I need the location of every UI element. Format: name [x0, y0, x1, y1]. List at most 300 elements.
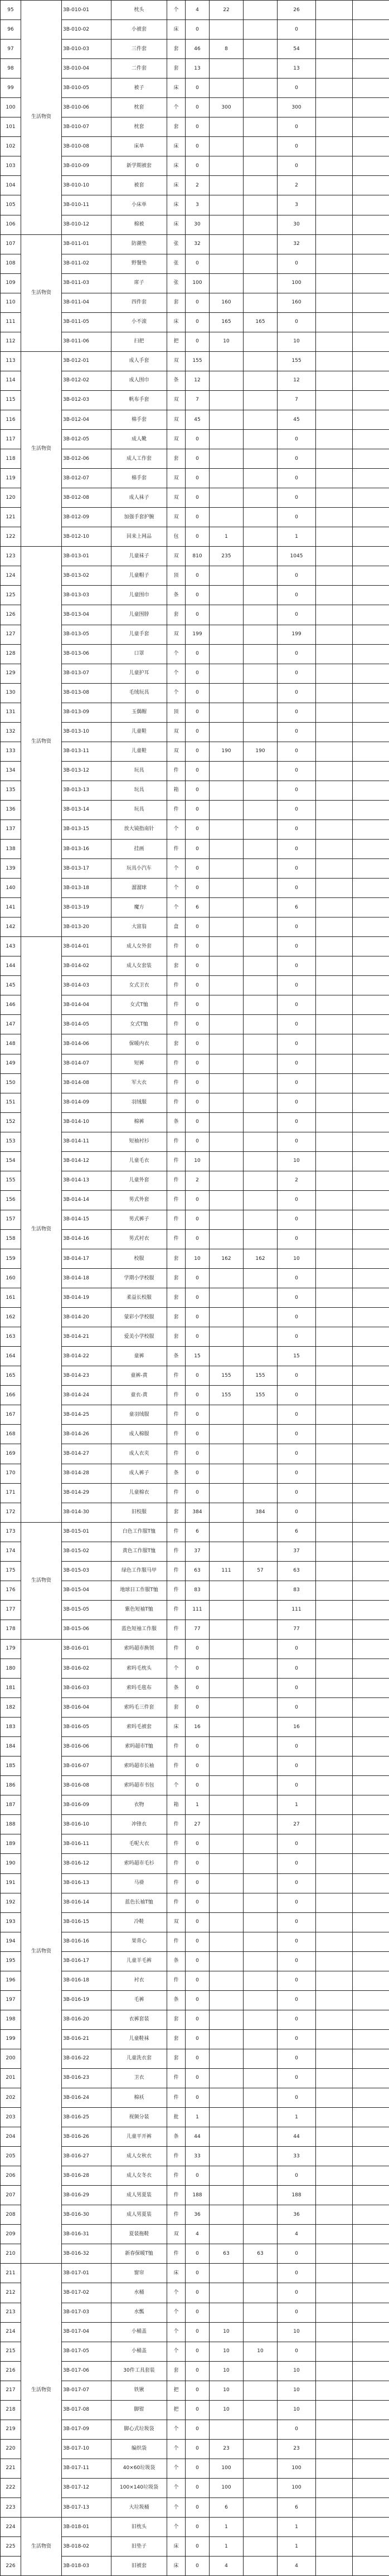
inbound-qty-cell	[210, 956, 244, 976]
outbound-qty-cell	[244, 2518, 278, 2537]
opening-qty-cell: 2	[186, 176, 210, 195]
blank-cell-1	[316, 2147, 353, 2166]
category-cell: 生活物资	[21, 1, 62, 235]
unit-cell: 双	[167, 488, 186, 508]
unit-cell: 条	[167, 1679, 186, 1698]
row-number-cell: 198	[1, 2010, 21, 2029]
outbound-qty-cell	[244, 820, 278, 839]
unit-cell: 件	[167, 1620, 186, 1639]
item-code-cell: 3B-016-11	[62, 1834, 111, 1854]
row-number-cell: 134	[1, 761, 21, 781]
blank-cell-1	[316, 820, 353, 839]
row-number-cell: 135	[1, 781, 21, 800]
item-name-cell: 棉手套	[111, 410, 167, 429]
item-code-cell: 3B-011-05	[62, 312, 111, 332]
balance-qty-cell: 0	[278, 664, 316, 683]
outbound-qty-cell	[244, 1288, 278, 1308]
row-number-cell: 208	[1, 2205, 21, 2225]
opening-qty-cell: 0	[186, 566, 210, 586]
inbound-qty-cell: 10	[210, 332, 244, 351]
outbound-qty-cell	[244, 215, 278, 234]
inbound-qty-cell	[210, 1015, 244, 1034]
outbound-qty-cell	[244, 20, 278, 40]
outbound-qty-cell	[244, 859, 278, 879]
row-number-cell: 114	[1, 371, 21, 390]
balance-qty-cell: 155	[278, 351, 316, 371]
blank-cell-1	[316, 137, 353, 156]
blank-cell-2	[353, 527, 389, 547]
unit-cell: 件	[167, 1425, 186, 1444]
outbound-qty-cell: 10	[244, 2342, 278, 2361]
blank-cell-2	[353, 1464, 389, 1483]
blank-cell-2	[353, 2283, 389, 2303]
outbound-qty-cell	[244, 2108, 278, 2127]
blank-cell-2	[353, 312, 389, 332]
item-code-cell: 3B-010-04	[62, 59, 111, 78]
outbound-qty-cell	[244, 1581, 278, 1600]
unit-cell: 把	[167, 332, 186, 351]
item-code-cell: 3B-011-01	[62, 234, 111, 254]
blank-cell-2	[353, 2166, 389, 2186]
outbound-qty-cell	[244, 2205, 278, 2225]
outbound-qty-cell	[244, 1229, 278, 1249]
item-code-cell: 3B-016-02	[62, 1659, 111, 1678]
item-name-cell: 脚钳	[111, 2400, 167, 2420]
inbound-qty-cell	[210, 820, 244, 839]
opening-qty-cell: 0	[186, 1054, 210, 1073]
item-code-cell: 3B-017-09	[62, 2420, 111, 2439]
blank-cell-2	[353, 840, 389, 859]
outbound-qty-cell: 162	[244, 1249, 278, 1269]
balance-qty-cell: 0	[278, 449, 316, 469]
row-number-cell: 95	[1, 1, 21, 20]
item-name-cell: 玩具	[111, 781, 167, 800]
item-code-cell: 3B-018-01	[62, 2518, 111, 2537]
unit-cell: 个	[167, 2420, 186, 2439]
row-number-cell: 201	[1, 2068, 21, 2088]
row-number-cell: 225	[1, 2537, 21, 2557]
row-number-cell: 128	[1, 644, 21, 664]
item-name-cell: 女式T恤	[111, 1015, 167, 1034]
balance-qty-cell: 7	[278, 390, 316, 410]
inbound-qty-cell: 100	[210, 2459, 244, 2478]
blank-cell-1	[316, 312, 353, 332]
blank-cell-1	[316, 2322, 353, 2342]
blank-cell-1	[316, 1737, 353, 1756]
item-name-cell: 棉袄	[111, 2088, 167, 2108]
item-name-cell: 窗帘	[111, 2264, 167, 2283]
item-name-cell: 四件套	[111, 293, 167, 312]
blank-cell-2	[353, 430, 389, 449]
inbound-qty-cell	[210, 176, 244, 195]
item-name-cell: 男式外套	[111, 1190, 167, 1210]
item-code-cell: 3B-014-14	[62, 1190, 111, 1210]
unit-cell: 套	[167, 40, 186, 59]
blank-cell-2	[353, 1308, 389, 1327]
balance-qty-cell: 0	[278, 1288, 316, 1308]
inbound-qty-cell	[210, 1151, 244, 1171]
unit-cell: 条	[167, 1951, 186, 1971]
balance-qty-cell: 4	[278, 2557, 316, 2576]
blank-cell-1	[316, 2439, 353, 2459]
outbound-qty-cell	[244, 840, 278, 859]
unit-cell: 套	[167, 605, 186, 625]
blank-cell-2	[353, 1386, 389, 1405]
item-code-cell: 3B-016-23	[62, 2068, 111, 2088]
blank-cell-1	[316, 605, 353, 625]
unit-cell: 条	[167, 371, 186, 390]
item-name-cell: 防潮垫	[111, 234, 167, 254]
item-code-cell: 3B-013-02	[62, 566, 111, 586]
opening-qty-cell: 0	[186, 2498, 210, 2518]
item-name-cell: 儿童洗衣套	[111, 2049, 167, 2068]
item-code-cell: 3B-016-28	[62, 2166, 111, 2186]
blank-cell-1	[316, 644, 353, 664]
balance-qty-cell: 0	[278, 1093, 316, 1112]
outbound-qty-cell	[244, 2537, 278, 2557]
blank-cell-2	[353, 2459, 389, 2478]
opening-qty-cell: 0	[186, 1093, 210, 1112]
outbound-qty-cell	[244, 1971, 278, 1990]
unit-cell: 个	[167, 1659, 186, 1678]
unit-cell: 床	[167, 20, 186, 40]
item-code-cell: 3B-010-01	[62, 1, 111, 20]
row-number-cell: 189	[1, 1834, 21, 1854]
item-name-cell: 床单	[111, 137, 167, 156]
row-number-cell: 141	[1, 898, 21, 917]
row-number-cell: 127	[1, 625, 21, 644]
inbound-qty-cell: 165	[210, 312, 244, 332]
inbound-qty-cell	[210, 1718, 244, 1737]
unit-cell: 包	[167, 527, 186, 547]
unit-cell: 条	[167, 1990, 186, 2010]
opening-qty-cell: 0	[186, 1854, 210, 1873]
balance-qty-cell: 10	[278, 332, 316, 351]
opening-qty-cell: 45	[186, 410, 210, 429]
opening-qty-cell: 44	[186, 2127, 210, 2147]
outbound-qty-cell	[244, 586, 278, 605]
inbound-qty-cell	[210, 566, 244, 586]
item-code-cell: 3B-013-01	[62, 547, 111, 566]
row-number-cell: 220	[1, 2439, 21, 2459]
inbound-qty-cell	[210, 1405, 244, 1425]
inbound-qty-cell	[210, 1834, 244, 1854]
blank-cell-2	[353, 449, 389, 469]
row-number-cell: 120	[1, 488, 21, 508]
item-name-cell: 脚心式垃圾袋	[111, 2420, 167, 2439]
inbound-qty-cell	[210, 917, 244, 937]
item-name-cell: 儿童围脖	[111, 605, 167, 625]
blank-cell-1	[316, 781, 353, 800]
item-name-cell: 大垃圾桶	[111, 2498, 167, 2518]
row-number-cell: 181	[1, 1679, 21, 1698]
unit-cell: 件	[167, 2068, 186, 2088]
row-number-cell: 224	[1, 2518, 21, 2537]
blank-cell-1	[316, 215, 353, 234]
inbound-qty-cell: 160	[210, 293, 244, 312]
item-code-cell: 3B-014-28	[62, 1464, 111, 1483]
unit-cell: 件	[167, 995, 186, 1015]
unit-cell: 床	[167, 2264, 186, 2283]
unit-cell: 张	[167, 234, 186, 254]
blank-cell-2	[353, 859, 389, 879]
outbound-qty-cell	[244, 664, 278, 683]
inbound-qty-cell	[210, 117, 244, 137]
balance-qty-cell: 0	[278, 1639, 316, 1659]
item-name-cell: 毛呢大衣	[111, 1834, 167, 1854]
outbound-qty-cell: 190	[244, 742, 278, 761]
balance-qty-cell: 0	[278, 2283, 316, 2303]
opening-qty-cell: 0	[186, 430, 210, 449]
row-number-cell: 205	[1, 2147, 21, 2166]
item-code-cell: 3B-010-10	[62, 176, 111, 195]
item-code-cell: 3B-013-09	[62, 703, 111, 722]
opening-qty-cell: 6	[186, 898, 210, 917]
outbound-qty-cell	[244, 2381, 278, 2400]
row-number-cell: 104	[1, 176, 21, 195]
blank-cell-2	[353, 820, 389, 839]
item-name-cell: 成人靴	[111, 430, 167, 449]
blank-cell-2	[353, 176, 389, 195]
opening-qty-cell: 0	[186, 1679, 210, 1698]
opening-qty-cell: 0	[186, 2420, 210, 2439]
balance-qty-cell: 0	[278, 840, 316, 859]
blank-cell-1	[316, 859, 353, 879]
item-code-cell: 3B-014-13	[62, 1171, 111, 1190]
opening-qty-cell: 0	[186, 840, 210, 859]
item-name-cell: 30件工具套装	[111, 2361, 167, 2381]
balance-qty-cell: 0	[278, 2010, 316, 2029]
blank-cell-2	[353, 1581, 389, 1600]
opening-qty-cell: 0	[186, 2459, 210, 2478]
row-number-cell: 144	[1, 956, 21, 976]
item-name-cell: 索吗超市书包	[111, 1776, 167, 1795]
item-name-cell: 儿童围巾	[111, 586, 167, 605]
opening-qty-cell: 0	[186, 781, 210, 800]
blank-cell-2	[353, 1034, 389, 1054]
category-cell: 生活物资	[21, 2264, 62, 2518]
inbound-qty-cell	[210, 1327, 244, 1347]
item-name-cell: 军大衣	[111, 1073, 167, 1093]
blank-cell-1	[316, 469, 353, 488]
blank-cell-1	[316, 566, 353, 586]
opening-qty-cell: 0	[186, 2088, 210, 2108]
balance-qty-cell: 0	[278, 781, 316, 800]
row-number-cell: 204	[1, 2127, 21, 2147]
blank-cell-2	[353, 371, 389, 390]
item-code-cell: 3B-016-12	[62, 1854, 111, 1873]
outbound-qty-cell	[244, 1873, 278, 1893]
outbound-qty-cell	[244, 117, 278, 137]
inbound-qty-cell	[210, 703, 244, 722]
row-number-cell: 113	[1, 351, 21, 371]
outbound-qty-cell	[244, 1620, 278, 1639]
inbound-qty-cell	[210, 976, 244, 995]
inbound-qty-cell	[210, 1951, 244, 1971]
row-number-cell: 215	[1, 2342, 21, 2361]
outbound-qty-cell	[244, 898, 278, 917]
item-code-cell: 3B-015-05	[62, 1600, 111, 1620]
unit-cell: 顶	[167, 566, 186, 586]
row-number-cell: 133	[1, 742, 21, 761]
blank-cell-2	[353, 1718, 389, 1737]
blank-cell-1	[316, 683, 353, 703]
row-number-cell: 148	[1, 1034, 21, 1054]
balance-qty-cell: 2	[278, 176, 316, 195]
unit-cell: 条	[167, 1112, 186, 1132]
balance-qty-cell: 0	[278, 1737, 316, 1756]
item-code-cell: 3B-013-03	[62, 586, 111, 605]
item-code-cell: 3B-016-05	[62, 1718, 111, 1737]
blank-cell-1	[316, 449, 353, 469]
opening-qty-cell: 0	[186, 469, 210, 488]
blank-cell-2	[353, 1249, 389, 1269]
outbound-qty-cell	[244, 1132, 278, 1151]
blank-cell-1	[316, 78, 353, 98]
row-number-cell: 193	[1, 1912, 21, 1932]
outbound-qty-cell	[244, 1112, 278, 1132]
balance-qty-cell: 1	[278, 1795, 316, 1815]
item-code-cell: 3B-014-02	[62, 956, 111, 976]
row-number-cell: 167	[1, 1405, 21, 1425]
table-row	[1, 2518, 389, 2537]
outbound-qty-cell	[244, 1912, 278, 1932]
item-name-cell: 成人手套	[111, 351, 167, 371]
opening-qty-cell: 0	[186, 644, 210, 664]
unit-cell: 件	[167, 1386, 186, 1405]
row-number-cell: 177	[1, 1600, 21, 1620]
balance-qty-cell: 100	[278, 2459, 316, 2478]
row-number-cell: 102	[1, 137, 21, 156]
blank-cell-1	[316, 1210, 353, 1229]
outbound-qty-cell	[244, 644, 278, 664]
blank-cell-1	[316, 1288, 353, 1308]
opening-qty-cell: 100	[186, 273, 210, 293]
opening-qty-cell: 0	[186, 1912, 210, 1932]
outbound-qty-cell	[244, 1269, 278, 1288]
item-name-cell: 儿童鞋	[111, 722, 167, 742]
item-name-cell: 水桶	[111, 2283, 167, 2303]
balance-qty-cell: 0	[278, 1444, 316, 1464]
unit-cell: 件	[167, 1600, 186, 1620]
row-number-cell: 160	[1, 1269, 21, 1288]
item-code-cell: 3B-014-27	[62, 1444, 111, 1464]
unit-cell: 套	[167, 2010, 186, 2029]
balance-qty-cell: 0	[278, 2068, 316, 2088]
inbound-qty-cell	[210, 1756, 244, 1776]
blank-cell-1	[316, 1366, 353, 1386]
blank-cell-1	[316, 1405, 353, 1425]
blank-cell-2	[353, 1561, 389, 1581]
unit-cell: 件	[167, 1093, 186, 1112]
row-number-cell: 153	[1, 1132, 21, 1151]
inbound-qty-cell: 10	[210, 2322, 244, 2342]
item-code-cell: 3B-014-17	[62, 1249, 111, 1269]
unit-cell: 套	[167, 117, 186, 137]
item-name-cell: 索吗毛枕头	[111, 1659, 167, 1678]
inbound-qty-cell: 6	[210, 2498, 244, 2518]
blank-cell-2	[353, 1190, 389, 1210]
item-code-cell: 3B-013-12	[62, 761, 111, 781]
row-number-cell: 179	[1, 1639, 21, 1659]
blank-cell-2	[353, 937, 389, 956]
opening-qty-cell: 0	[186, 1229, 210, 1249]
balance-qty-cell: 10	[278, 2322, 316, 2342]
blank-cell-1	[316, 2498, 353, 2518]
row-number-cell: 129	[1, 664, 21, 683]
outbound-qty-cell	[244, 956, 278, 976]
item-code-cell: 3B-016-13	[62, 1873, 111, 1893]
blank-cell-2	[353, 508, 389, 527]
item-name-cell: 索吗超市长袖	[111, 1756, 167, 1776]
row-number-cell: 96	[1, 20, 21, 40]
balance-qty-cell: 0	[278, 2029, 316, 2049]
outbound-qty-cell	[244, 1679, 278, 1698]
item-code-cell: 3B-018-02	[62, 2537, 111, 2557]
item-code-cell: 3B-016-03	[62, 1679, 111, 1698]
blank-cell-1	[316, 2127, 353, 2147]
balance-qty-cell: 10	[278, 2361, 316, 2381]
item-code-cell: 3B-010-03	[62, 40, 111, 59]
inbound-qty-cell	[210, 1854, 244, 1873]
row-number-cell: 206	[1, 2166, 21, 2186]
item-code-cell: 3B-013-14	[62, 800, 111, 820]
inbound-qty-cell	[210, 1483, 244, 1503]
outbound-qty-cell	[244, 137, 278, 156]
blank-cell-1	[316, 1034, 353, 1054]
opening-qty-cell: 32	[186, 234, 210, 254]
outbound-qty-cell	[244, 2439, 278, 2459]
balance-qty-cell: 45	[278, 410, 316, 429]
unit-cell: 件	[167, 1542, 186, 1561]
inbound-qty-cell	[210, 1542, 244, 1561]
balance-qty-cell: 15	[278, 1347, 316, 1366]
row-number-cell: 207	[1, 2186, 21, 2205]
item-name-cell: 三件套	[111, 40, 167, 59]
item-name-cell: 帆布手套	[111, 390, 167, 410]
balance-qty-cell: 0	[278, 312, 316, 332]
balance-qty-cell: 0	[278, 469, 316, 488]
item-code-cell: 3B-013-11	[62, 742, 111, 761]
opening-qty-cell: 3	[186, 195, 210, 215]
inbound-qty-cell	[210, 215, 244, 234]
inbound-qty-cell	[210, 1464, 244, 1483]
unit-cell: 箱	[167, 1795, 186, 1815]
blank-cell-2	[353, 2518, 389, 2537]
inbound-qty-cell	[210, 722, 244, 742]
blank-cell-1	[316, 1951, 353, 1971]
outbound-qty-cell	[244, 781, 278, 800]
outbound-qty-cell	[244, 1659, 278, 1678]
outbound-qty-cell	[244, 995, 278, 1015]
item-code-cell: 3B-017-04	[62, 2322, 111, 2342]
blank-cell-1	[316, 351, 353, 371]
blank-cell-1	[316, 976, 353, 995]
unit-cell: 件	[167, 1815, 186, 1834]
unit-cell: 件	[167, 1483, 186, 1503]
blank-cell-1	[316, 2459, 353, 2478]
blank-cell-1	[316, 176, 353, 195]
balance-qty-cell: 0	[278, 1990, 316, 2010]
opening-qty-cell: 199	[186, 625, 210, 644]
blank-cell-2	[353, 117, 389, 137]
blank-cell-2	[353, 273, 389, 293]
unit-cell: 双	[167, 390, 186, 410]
opening-qty-cell: 37	[186, 1542, 210, 1561]
row-number-cell: 197	[1, 1990, 21, 2010]
row-number-cell: 147	[1, 1015, 21, 1034]
opening-qty-cell: 0	[186, 1990, 210, 2010]
